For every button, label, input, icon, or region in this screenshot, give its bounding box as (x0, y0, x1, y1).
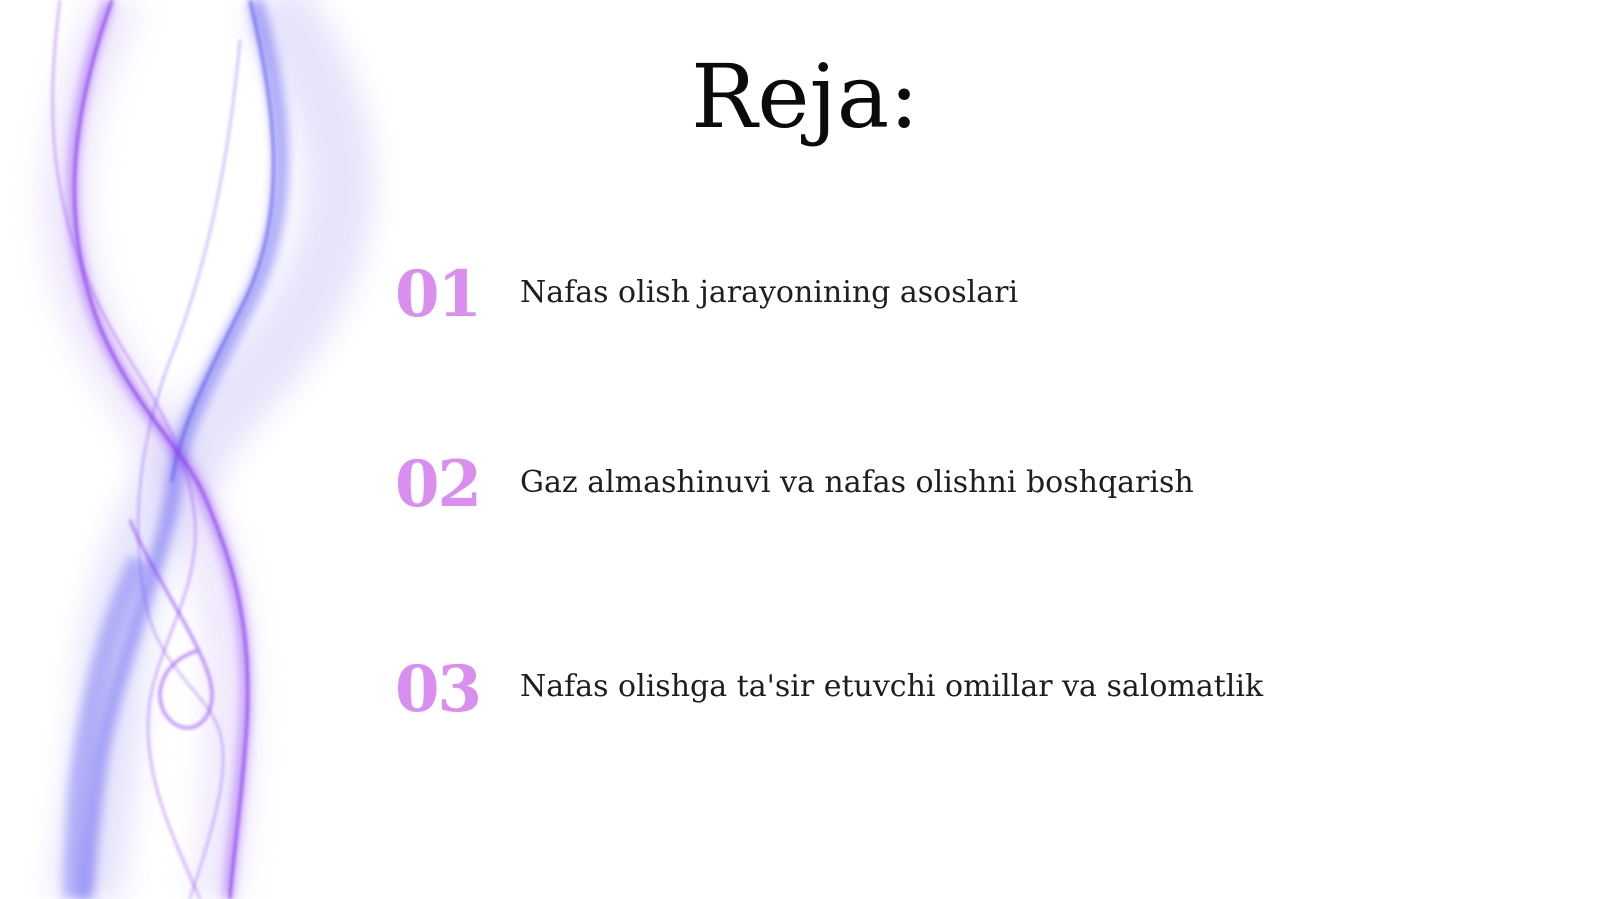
agenda-item-number: 03 (395, 652, 481, 727)
agenda-item-3 (395, 650, 1495, 730)
agenda-item-1 (395, 255, 1495, 335)
slide-title: Reja: (691, 45, 919, 148)
agenda-item-2 (395, 445, 1495, 525)
agenda-item-text: Nafas olish jarayonining asoslari (520, 275, 1019, 310)
agenda-item-text: Gaz almashinuvi va nafas olishni boshqarish (520, 465, 1194, 500)
agenda-item-number: 02 (395, 447, 481, 522)
agenda-item-text: Nafas olishga ta'sir etuvchi omillar va salomatlik (520, 669, 1264, 704)
agenda-item-number: 01 (395, 257, 481, 332)
